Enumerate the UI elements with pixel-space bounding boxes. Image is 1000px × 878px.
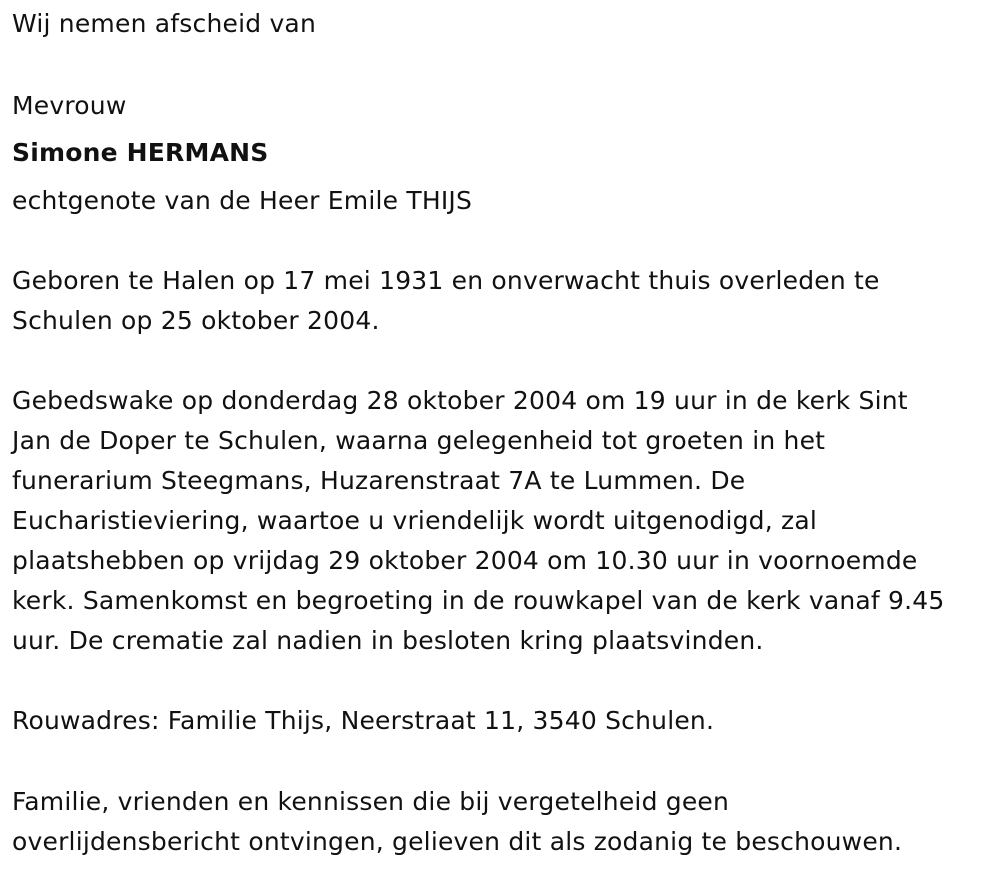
honorific: Mevrouw bbox=[12, 91, 127, 120]
ceremony-line-6: kerk. Samenkomst en begroeting in de rouwkapel van de kerk vanaf 9.45 bbox=[12, 586, 945, 615]
ceremony-line-7: uur. De crematie zal nadien in besloten kring plaatsvinden. bbox=[12, 626, 764, 655]
spouse-line: echtgenote van de Heer Emile THIJS bbox=[12, 186, 473, 215]
mourning-address: Rouwadres: Familie Thijs, Neerstraat 11, 3540 Schulen. bbox=[12, 706, 715, 735]
intro-text: Wij nemen afscheid van bbox=[12, 9, 316, 38]
birth-death-line-2: Schulen op 25 oktober 2004. bbox=[12, 306, 380, 335]
ceremony-line-4: Eucharistieviering, waartoe u vriendelijk wordt uitgenodigd, zal bbox=[12, 506, 818, 535]
ceremony-line-5: plaatshebben op vrijdag 29 oktober 2004 om 10.30 uur in voornoemde bbox=[12, 546, 918, 575]
ceremony-line-1: Gebedswake op donderdag 28 oktober 2004 om 19 uur in de kerk Sint bbox=[12, 386, 908, 415]
closing-line-2: overlijdensbericht ontvingen, gelieven dit als zodanig te beschouwen. bbox=[12, 827, 903, 856]
ceremony-line-3: funerarium Steegmans, Huzarenstraat 7A te Lummen. De bbox=[12, 466, 746, 495]
closing-line-1: Familie, vrienden en kennissen die bij vergetelheid geen bbox=[12, 787, 730, 816]
deceased-name: Simone HERMANS bbox=[12, 138, 269, 167]
birth-death-line-1: Geboren te Halen op 17 mei 1931 en onverwacht thuis overleden te bbox=[12, 266, 880, 295]
ceremony-line-2: Jan de Doper te Schulen, waarna gelegenheid tot groeten in het bbox=[12, 426, 826, 455]
